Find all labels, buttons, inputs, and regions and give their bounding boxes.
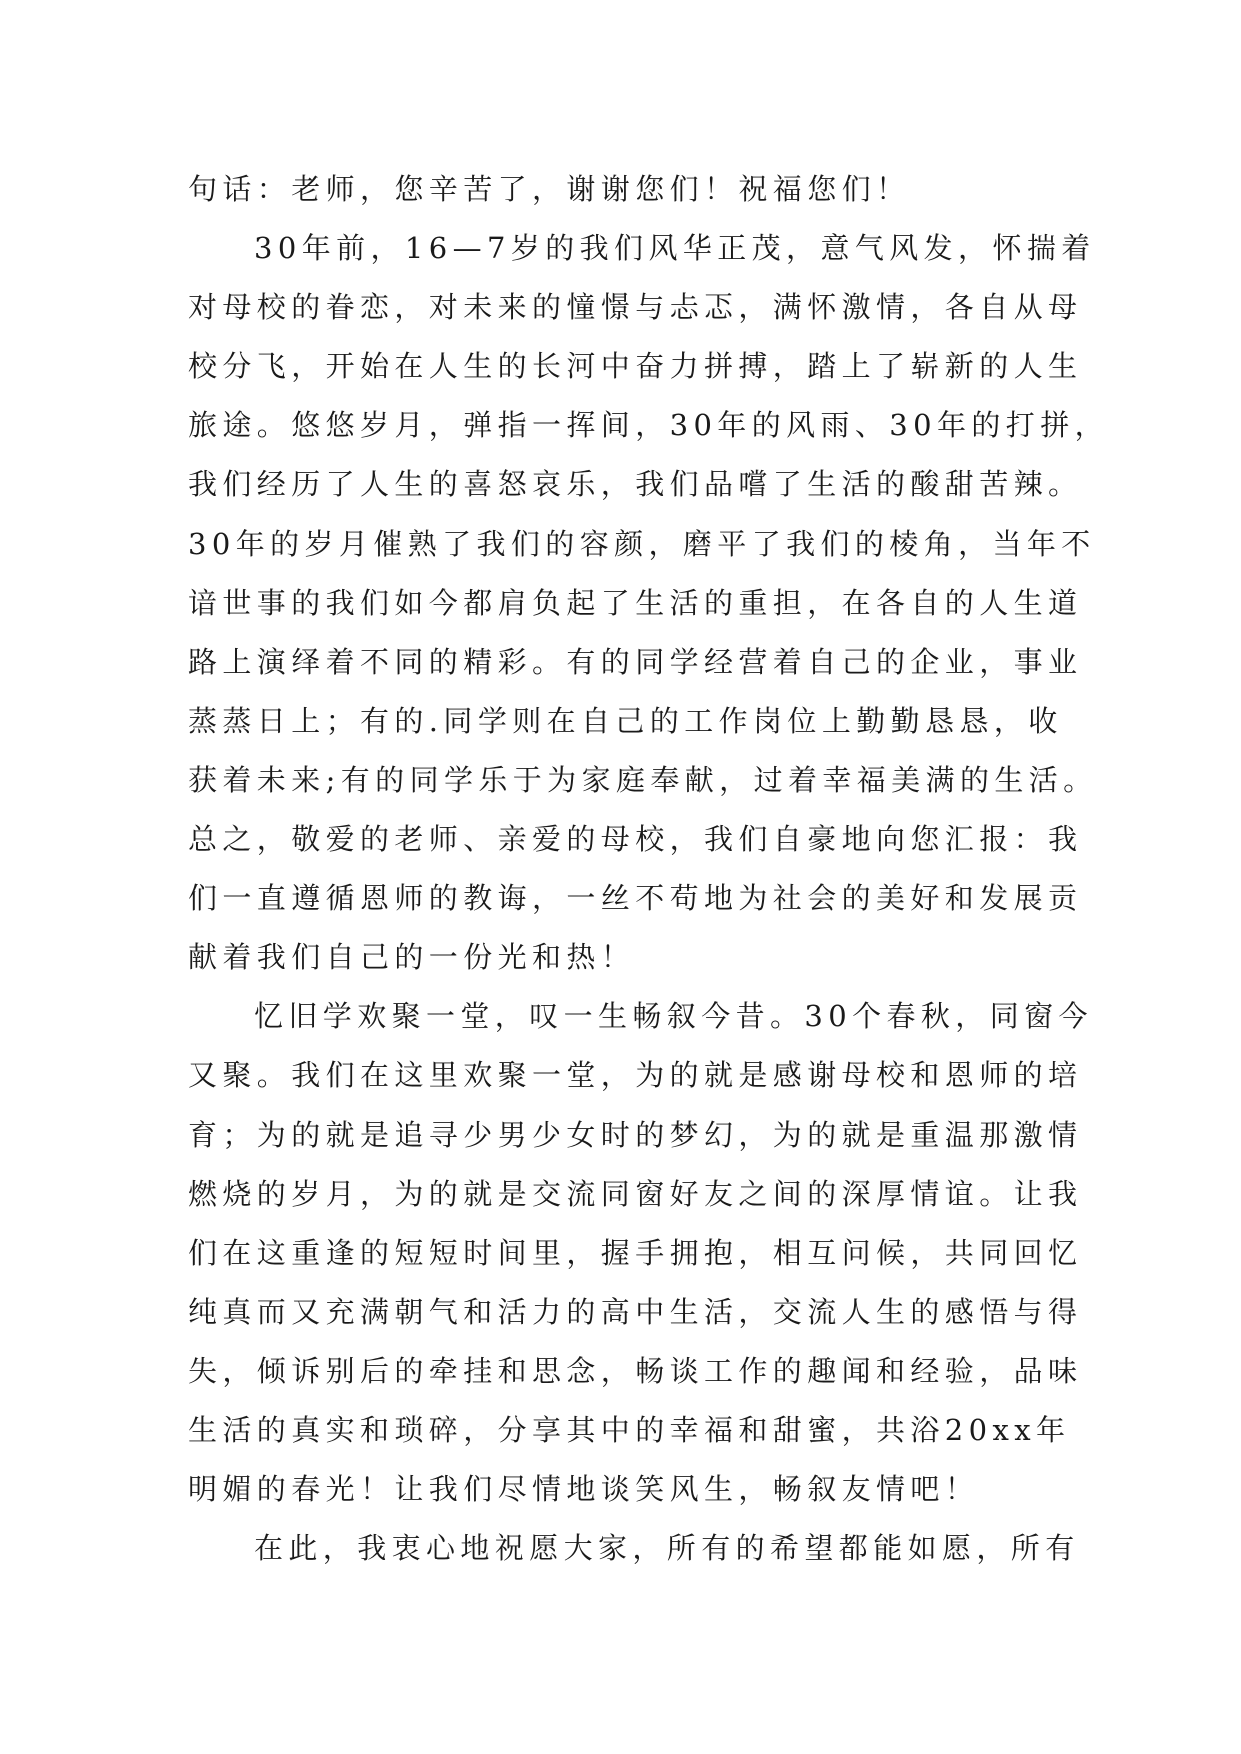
text-line: 献着我们自己的一份光和热！ bbox=[188, 940, 636, 975]
text-line: 我们经历了人生的喜怒哀乐，我们品嚐了生活的酸甜苦辣。 bbox=[188, 467, 1083, 502]
text-line: 们在这重逢的短短时间里，握手拥抱，相互问候，共同回忆 bbox=[188, 1235, 1083, 1270]
text-line: 蒸蒸日上；有的.同学则在自己的工作岗位上勤勤恳恳，收 bbox=[188, 703, 1063, 738]
text-line: 忆旧学欢聚一堂，叹一生畅叙今昔。30个春秋，同窗今 bbox=[254, 999, 1093, 1034]
text-line: 总之，敬爱的老师、亲爱的母校，我们自豪地向您汇报：我 bbox=[188, 822, 1083, 857]
text-line: 对母校的眷恋，对未来的憧憬与忐忑，满怀激情，各自从母 bbox=[188, 290, 1083, 325]
text-line: 生活的真实和琐碎，分享其中的幸福和甜蜜，共浴20xx年 bbox=[188, 1412, 1071, 1447]
text-line: 纯真而又充满朝气和活力的高中生活，交流人生的感悟与得 bbox=[188, 1294, 1083, 1329]
text-line: 30年的岁月催熟了我们的容颜，磨平了我们的棱角，当年不 bbox=[188, 526, 1096, 561]
text-line: 谙世事的我们如今都肩负起了生活的重担，在各自的人生道 bbox=[188, 585, 1083, 620]
text-line: 燃烧的岁月，为的就是交流同窗好友之间的深厚情谊。让我 bbox=[188, 1176, 1083, 1211]
text-line: 句话：老师，您辛苦了，谢谢您们！祝福您们！ bbox=[188, 172, 911, 206]
text-line: 30年前，16—7岁的我们风华正茂，意气风发，怀揣着 bbox=[254, 231, 1096, 266]
text-line: 育；为的就是追寻少男少女时的梦幻，为的就是重温那激情 bbox=[188, 1117, 1083, 1152]
text-line: 校分飞，开始在人生的长河中奋力拼搏，踏上了崭新的人生 bbox=[188, 349, 1083, 384]
text-line: 明媚的春光！让我们尽情地谈笑风生，畅叙友情吧！ bbox=[188, 1472, 980, 1507]
text-line: 又聚。我们在这里欢聚一堂，为的就是感谢母校和恩师的培 bbox=[188, 1058, 1083, 1093]
text-line: 们一直遵循恩师的教诲，一丝不苟地为社会的美好和发展贡 bbox=[188, 881, 1083, 916]
text-line: 旅途。悠悠岁月，弹指一挥间，30年的风雨、30年的打拼， bbox=[188, 408, 1110, 443]
text-line: 路上演绎着不同的精彩。有的同学经营着自己的企业，事业 bbox=[188, 644, 1083, 679]
text-line: 在此，我衷心地祝愿大家，所有的希望都能如愿，所有 bbox=[254, 1531, 1080, 1566]
text-line: 获着未来;有的同学乐于为家庭奉献，过着幸福美满的生活。 bbox=[188, 762, 1098, 797]
body-text bbox=[188, 160, 1110, 1578]
text-line: 失，倾诉别后的牵挂和思念，畅谈工作的趣闻和经验，品味 bbox=[188, 1353, 1083, 1388]
